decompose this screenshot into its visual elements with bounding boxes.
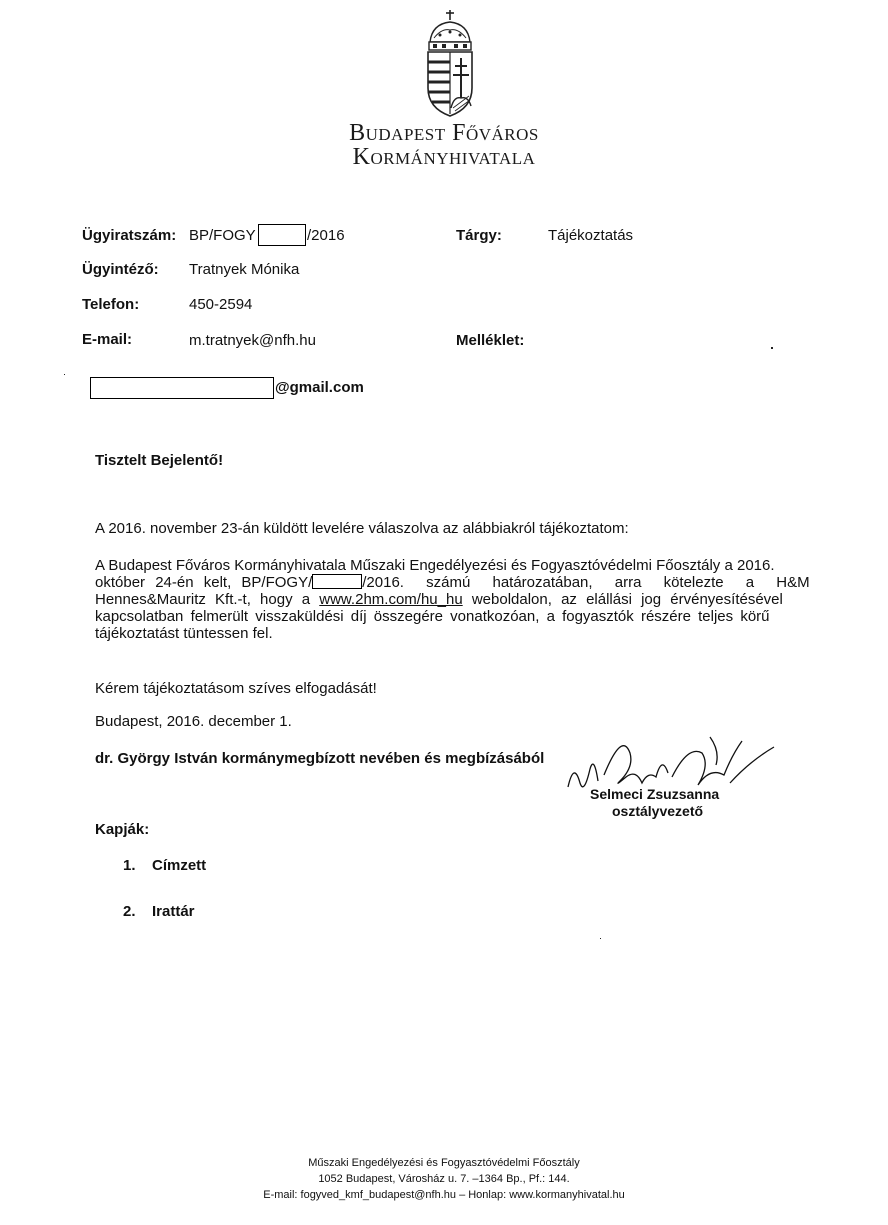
- body-paragraph-2-line-5: tájékoztatást tüntessen fel.: [95, 625, 273, 642]
- scan-speck: [600, 938, 601, 939]
- email-value: m.tratnyek@nfh.hu: [189, 332, 316, 349]
- attachment-label: Melléklet:: [456, 332, 525, 349]
- place-and-date: Budapest, 2016. december 1.: [95, 713, 292, 730]
- footer-contact: E-mail: fogyved_kmf_budapest@nfh.hu – Honlap: www.kormanyhivatal.hu: [263, 1189, 625, 1201]
- redacted-recipient-email: [90, 377, 274, 399]
- signatory-title: osztályvezető: [612, 803, 704, 819]
- footer-department: Műszaki Engedélyezési és Fogyasztóvédelmi Főosztály: [308, 1157, 580, 1169]
- redacted-case-number: [258, 224, 306, 246]
- phone-label: Telefon:: [82, 296, 140, 313]
- body-paragraph-2-line-3: [95, 591, 807, 608]
- distribution-item-text: Irattár: [152, 903, 195, 920]
- body-paragraph-2-line-1: A Budapest Főváros Kormányhivatala Műszaki Engedélyezési és Fogyasztóvédelmi Főosztály a 2016.: [95, 557, 775, 574]
- website-link[interactable]: www.2hm.com/hu_hu: [319, 591, 463, 608]
- org-name-line2: Kormányhivatala: [352, 144, 536, 170]
- subject-label: Tárgy:: [456, 227, 502, 244]
- body-paragraph-2-line-4: kapcsolatban felmerült visszaküldési díj összegére vonatkozóan, a fogyasztók részére teljes körű: [95, 608, 770, 625]
- body-line-2-start: október 24-én kelt, BP/FOGY/: [95, 574, 313, 591]
- coat-of-arms-icon: [420, 8, 480, 120]
- closing-sentence: Kérem tájékoztatásom szíves elfogadását!: [95, 680, 377, 697]
- distribution-item-number: 2.: [123, 903, 136, 920]
- officer-label: Ügyintéző:: [82, 261, 159, 278]
- recipient-email-domain: @gmail.com: [275, 379, 364, 396]
- scan-speck: [64, 374, 65, 375]
- subject-value: Tájékoztatás: [548, 227, 634, 244]
- body-paragraph-2-line-2: [95, 574, 810, 591]
- phone-value: 450-2594: [189, 296, 253, 313]
- on-behalf-line: dr. György István kormánymegbízott nevében és megbízásából: [95, 750, 545, 767]
- body-paragraph-1: A 2016. november 23-án küldött levelére válaszolva az alábbiakról tájékoztatom:: [95, 520, 629, 537]
- case-number-suffix: /2016: [307, 227, 345, 244]
- scan-speck: [771, 347, 773, 349]
- distribution-label: Kapják:: [95, 821, 150, 838]
- footer-address: 1052 Budapest, Városház u. 7. –1364 Bp., Pf.: 144.: [318, 1173, 570, 1185]
- signatory-name: Selmeci Zsuzsanna: [590, 786, 720, 802]
- email-label: E-mail:: [82, 331, 133, 348]
- redacted-decision-number: [312, 574, 362, 589]
- distribution-item-text: Címzett: [152, 857, 207, 874]
- salutation: Tisztelt Bejelentő!: [95, 452, 224, 469]
- case-number-prefix: BP/FOGY: [189, 227, 256, 244]
- officer-value: Tratnyek Mónika: [189, 261, 300, 278]
- body-line-3-end: weboldalon, az elállási jog érvényesítésével: [462, 591, 783, 608]
- body-line-3-start: Hennes&Mauritz Kft.-t, hogy a: [95, 591, 320, 608]
- org-name-line1: Budapest Főváros: [349, 120, 539, 146]
- case-number-label: Ügyiratszám:: [82, 227, 177, 244]
- body-line-2-end: /2016. számú határozatában, arra kötelezte a H&M: [362, 574, 810, 591]
- distribution-item-number: 1.: [123, 857, 136, 874]
